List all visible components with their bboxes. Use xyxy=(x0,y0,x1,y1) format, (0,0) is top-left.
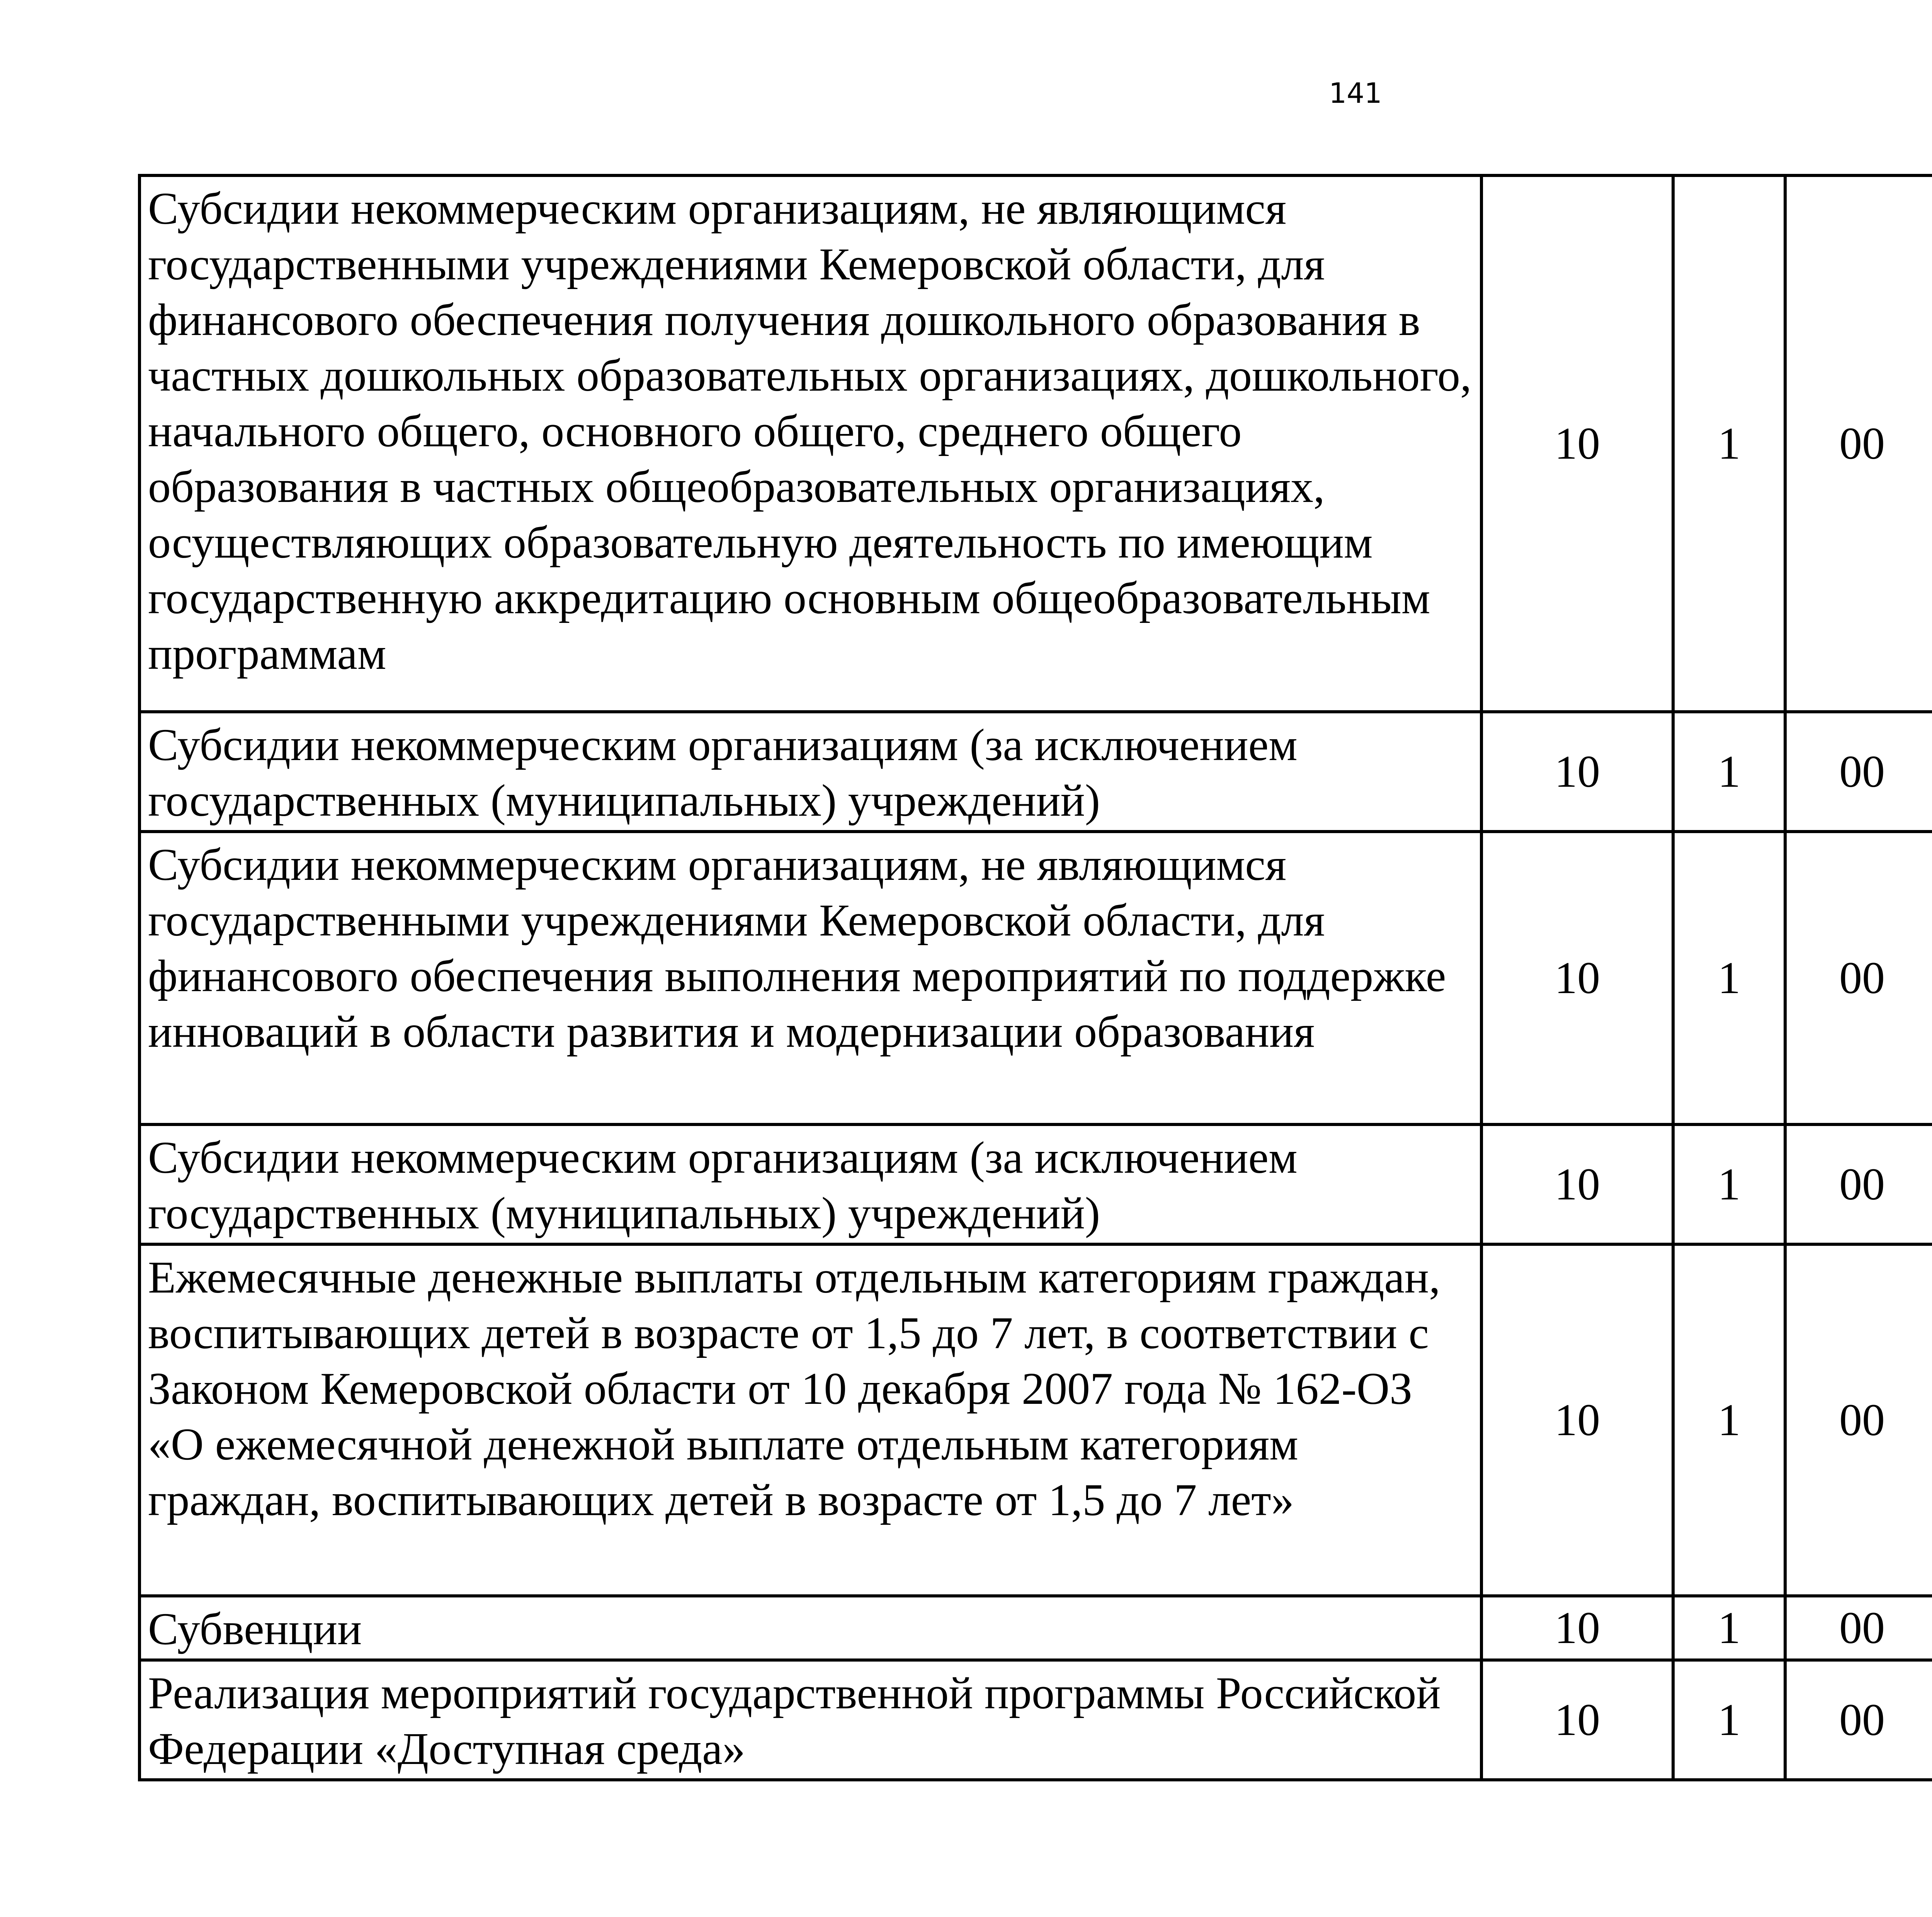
page-number: 141 xyxy=(1329,77,1382,109)
table-row xyxy=(139,712,1932,832)
table-row xyxy=(139,1596,1932,1660)
row-subsection: 1 xyxy=(1673,1244,1785,1596)
row-program: 00 xyxy=(1785,1244,1932,1596)
row-name: Ежемесячные денежные выплаты отдельным категориям граждан, воспитывающих детей в возрасте от 1,5 до 7 лет, в соответствии с Законом Кемеровской области от 10 декабря 2007 года № 162-ОЗ «О ежемесячной денежной выплате отдельным категориям граждан, воспитывающих детей в возрасте от 1,5 до 7 лет» xyxy=(139,1244,1481,1596)
row-name: Субсидии некоммерческим организациям, не являющимся государственными учреждениями Кемеровской области, для финансового обеспечения получения дошкольного образования в частных дошкольных образовательных организациях, дошкольного, начального общего, основного общего, среднего общего образования в частных общеобразовательных организациях, осуществляющих образовательную деятельность по имеющим государственную аккредитацию основным общеобразовательным программам xyxy=(139,175,1481,712)
row-program: 00 xyxy=(1785,175,1932,712)
row-name: Субсидии некоммерческим организациям (за исключением государственных (муниципальных) учреждений) xyxy=(139,712,1481,832)
table-row xyxy=(139,832,1932,1124)
row-section: 10 xyxy=(1481,175,1673,712)
budget-table xyxy=(138,174,1932,1781)
table-row xyxy=(139,1244,1932,1596)
row-name: Субсидии некоммерческим организациям (за исключением государственных (муниципальных) учреждений) xyxy=(139,1124,1481,1244)
row-subsection: 1 xyxy=(1673,175,1785,712)
table-row xyxy=(139,175,1932,712)
row-subsection: 1 xyxy=(1673,1124,1785,1244)
row-subsection: 1 xyxy=(1673,712,1785,832)
row-section: 10 xyxy=(1481,1244,1673,1596)
row-program: 00 xyxy=(1785,1124,1932,1244)
row-section: 10 xyxy=(1481,1596,1673,1660)
row-name: Субвенции xyxy=(139,1596,1481,1660)
row-section: 10 xyxy=(1481,712,1673,832)
row-name: Реализация мероприятий государственной программы Российской Федерации «Доступная среда» xyxy=(139,1660,1481,1780)
row-name: Субсидии некоммерческим организациям, не являющимся государственными учреждениями Кемеровской области, для финансового обеспечения выполнения мероприятий по поддержке инноваций в области развития и модернизации образования xyxy=(139,832,1481,1124)
table-row xyxy=(139,1124,1932,1244)
row-program: 00 xyxy=(1785,712,1932,832)
row-subsection: 1 xyxy=(1673,1596,1785,1660)
row-section: 10 xyxy=(1481,1660,1673,1780)
table-row xyxy=(139,1660,1932,1780)
row-program: 00 xyxy=(1785,832,1932,1124)
row-section: 10 xyxy=(1481,832,1673,1124)
row-subsection: 1 xyxy=(1673,832,1785,1124)
row-section: 10 xyxy=(1481,1124,1673,1244)
row-subsection: 1 xyxy=(1673,1660,1785,1780)
row-program: 00 xyxy=(1785,1596,1932,1660)
row-program: 00 xyxy=(1785,1660,1932,1780)
